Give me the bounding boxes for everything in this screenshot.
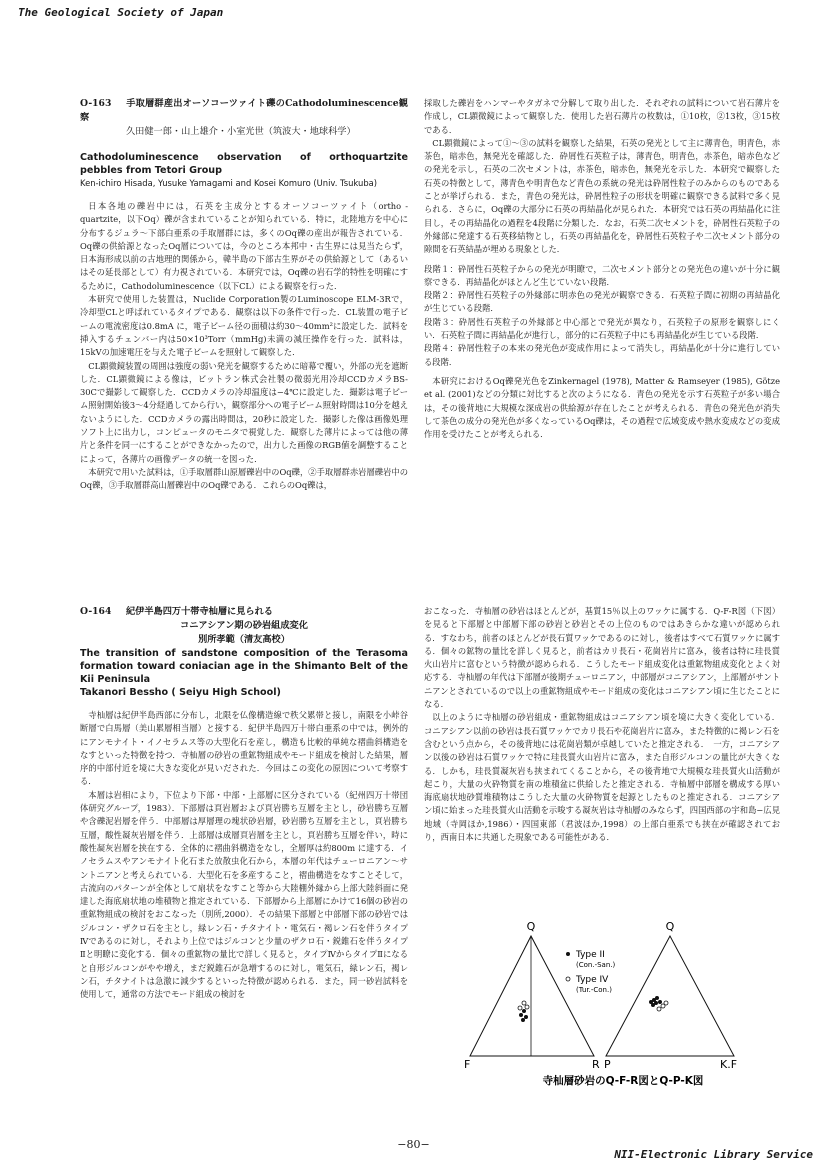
qpk-diagram	[604, 920, 737, 1071]
legend-type4: Type IV	[576, 975, 609, 985]
society-header: The Geological Society of Japan	[18, 6, 224, 19]
vertex-label-q: Q	[526, 920, 536, 933]
sample-points	[518, 1001, 529, 1022]
abstract-title-ja: 手取層群産出オーソコーツァイト礫のCathodoluminescence観察	[80, 98, 408, 123]
library-footer: NII-Electronic Library Service	[614, 1148, 813, 1161]
abstract-code: O-164	[80, 606, 112, 617]
figure-caption: 寺杣層砂岩のQ-F-R図とQ-P-K図	[542, 1075, 704, 1087]
abstract-title-ja-line2: コニアシアン期の砂岩組成変化	[180, 620, 308, 631]
abstract-title-ja-line1: 紀伊半島四万十帯寺杣層に見られる	[126, 606, 273, 617]
paragraph: 日本各地の礫岩中には，石英を主成分とするオーソコーツァイト（ortho - quartzite，以下Oq）礫が含まれていることが知られている．特に，北陸地方を中心に分布するジュラ〜下部白亜系の手取層群には，多くのOq礫の産出が報告されている．Oq礫の供給源となったOq層については，今のところ本邦中・古生界には見当たらず，日本海形成以前の古地理的関係から，韓半島の下部古生界がその供給源として（あるいはその延長部として）有力視されている．本研究では，Oq礫の岩石学的特性を明確にするために，Cathodoluminescence（以下CL）による観察を行った．	[80, 201, 408, 291]
abstract-authors-en: Ken-ichiro Hisada, Yusuke Yamagami and Kosei Komuro (Univ. Tsukuba)	[80, 178, 378, 188]
paragraph: 寺杣層は紀伊半島西部に分布し，北限を仏像構造線で秩父累帯と接し，南限を小峠谷断層で白馬層（美山累層相当層）と接する．紀伊半島四万十帯白亜系の中では，例外的にアンモナイト・イノセラムス等の大型化石を産し，構造も比較的単純な褶曲斜構造をなすといった特徴を持つ．寺杣層の砂岩の重鉱物組成やモード組成を検討した結果，層序的中部付近を境に大きな変化が見いだされた．今回はこの変化の原因について考察する．	[80, 710, 408, 787]
vertex-label-q: Q	[665, 920, 675, 933]
abstract-authors-ja: 久田健一郎・山上雄介・小室光世（筑波大・地球科学）	[126, 126, 356, 137]
stage-item: 段階２：砕屑性石英粒子の外縁部に明赤色の発光が観察できる．石英粒子間に初期の再結晶化が生じている段階．	[424, 290, 780, 314]
qfr-diagram	[464, 920, 600, 1071]
ternary-diagrams-figure	[458, 904, 788, 1094]
vertex-label-kf: K.F	[720, 1058, 738, 1071]
abstract-code: O-163	[80, 98, 112, 109]
abstract-164-title-block	[80, 605, 408, 619]
legend	[566, 950, 615, 994]
stage-item: 段階４：砕屑性粒子の本来の発光色が変成作用によって消失し，再結晶化が十分に進行している段階．	[424, 343, 780, 367]
paragraph: おこなった．寺杣層の砂岩はほとんどが，基質15％以上のワッケに属する．Q-F-R図（下図）を見ると下部層と中部層下部の砂岩と砂岩とその上位のものではあきらかな違いが認められる．すなわち，前者のほとんどが長石質ワッケであるのに対し，後者はすべて石質ワッケに属する．個々の鉱物の量比を詳しく見ると，前者はカリ長石・花崗岩片に富み，後者は特に珪長質火山岩片に富むという特徴が認められる．こうしたモード組成変化は重鉱物組成変化とよく対応する．寺杣層の年代は下部層が後期チューロニアン，中部層がコニアシアン，上部層がサントニアンとされているので以上の重鉱物組成やモード組成の変化はコニアシアン頃に生じたことになる．	[424, 606, 780, 710]
abstract-title-en: Cathodoluminescence observation of orthoquartzite pebbles from Tetori Group	[80, 152, 408, 176]
stage-item: 段階３：砕屑性石英粒子の外縁部と中心部とで発光が異なり，石英粒子の原形を観察しにくい．石英粒子間に再結晶化が進行し，部分的に石英粒子中にも再結晶化が生じている段階．	[424, 316, 780, 341]
vertex-label-r: R	[592, 1058, 600, 1071]
paragraph: 本層は岩相により，下位より下部・中部・上部層に区分されている（紀州四万十帯団体研究グループ，1983）．下部層は頁岩層および頁岩勝ち互層を主とし，砂岩勝ち互層や含礫泥岩層を伴う．中部層は厚層理の塊状砂岩層，砂岩勝ち互層を主とし，頁岩勝ち互層，酸性凝灰岩層を伴う．上部層は成層頁岩層を主とし，頁岩勝ち互層を伴い，時に酸性凝灰岩層を挟在する．全体的に褶曲斜構造をなし，全層厚は約800m に達する．イノセラムスやアンモナイト化石また放散虫化石から，本層の年代はチューロニアン〜サントニアンと考えられている．大型化石を多産すること，褶曲構造をなすことそして，古流向のパターンが全体として扇状をなすこと等から大陸棚外縁から上部大陸斜面に発達した海底扇状地の堆積物と推定されている．下部層から上部層にかけて16個の砂岩の重鉱物組成の検討をおこなった（別所,2000）．その結果下部層と中部層下部の砂岩ではジルコン・ザクロ石を主とし，緑レン石・チタナイト・電気石・褐レン石を伴うタイプⅣであるのに対し，それより上位ではジルコンと少量のザクロ石・鋭錐石を伴うタイプⅡと明瞭に変化する．個々の重鉱物の量比で詳しく見ると，タイプⅣからタイプⅡになると自形ジルコンがやや増え，まだ鋭錐石が急増するのに対し，電気石，緑レン石，褐レン石，チタナイトは急激に減少するといった特徴が認められる．また，同一砂岩試料を使用して，通常の方法でモード組成の検討を	[80, 789, 408, 1000]
vertex-label-f: F	[464, 1058, 471, 1071]
abstract-title-en: The transition of sandstone composition of the Terasoma formation toward coniacian age in the Shimanto Belt of the Kii Peninsula	[80, 648, 408, 685]
legend-type4-sub: (Tur.-Con.)	[576, 986, 612, 994]
paragraph: 本研究で用いた試料は，①手取層群山原層礫岩中のOq礫，②手取層群赤岩層礫岩中のOq礫，③手取層群高山層礫岩中のOq礫である．これらのOq礫は，	[80, 466, 408, 491]
sample-points	[649, 996, 668, 1011]
page-number: −80−	[397, 1138, 430, 1151]
abstract-author-en: Takanori Bessho ( Seiyu High School)	[80, 687, 281, 698]
paragraph: 本研究におけるOq礫発光色をZinkernagel (1978), Matter & Ramseyer (1985), Götze et al. (2001)などの分類に対比すると次のようになる．青色の発光を示す石英粒子が多い場合は，その後背地に大規模な深成岩の供給源が存在したことが考えられる．青色の発光色が消失して茶色の成分の発光色が多くなっているOq礫は，その過程で広域変成や熱水変成などの変成作用を受けたことが考えられる．	[424, 375, 780, 440]
stage-item: 段階１：砕屑性石英粒子からの発光が明瞭で，二次セメント部分との発光色の違いが十分に観察できる．再結晶化がほとんど生じていない段階．	[424, 263, 780, 287]
legend-type2-sub: (Con.-San.)	[576, 961, 616, 969]
abstract-163-right	[424, 97, 780, 441]
abstract-164-right	[424, 605, 780, 844]
abstract-164-left	[80, 605, 408, 1002]
paragraph: CL顕微鏡装置の周囲は強度の弱い発光を観察するために暗幕で覆い，外部の光を遮断した．CL顕微鏡による像は，ビットラン株式会社製の微弱光用冷却CCDカメラBS-30Cで撮影して観察した．CCDカメラの冷却温度は−4℃に設定した．撮影は電子ビーム照射開始後3〜4分経過してから行い，観察部分への電子ビーム照射時間は10分を越えないようにした．CCDカメラの露出時間は，20秒に設定した．撮影した像は画像処理ソフト上に出力し，コンピュータのモニタで視覚した．観察した薄片によっては他の薄片と条件を同一にすることができなかったので，出力した画像のRGB値を調整することによって，各薄片の画像データの統一を図った．	[80, 360, 408, 464]
abstract-163-left	[80, 97, 408, 493]
abstract-author-ja: 別所孝範（清友高校）	[198, 634, 290, 645]
paragraph: 採取した礫岩をハンマーやタガネで分解して取り出した．それぞれの試料について岩石薄片を作成し，CL顕微鏡によって観察した．使用した岩石薄片の枚数は，①10枚，②13枚，③15枚である．	[424, 98, 780, 135]
legend-type2: Type II	[576, 950, 605, 960]
abstract-163-title-block	[80, 97, 408, 125]
paragraph: 本研究で使用した装置は，Nuclide Corporation製のLuminoscope ELM-3Rで，冷却型CLと呼ばれているタイプである．観察は以下の条件で行った．CL装置の電子ビームの電流密度は0.8mA に，電子ビーム径の面積は約30〜40mm²に設定した．試料を挿入するチェンバー内は50×10³Torr（mmHg)未満の減圧操作を行った．試料は，15kVの加速電圧を与えた電子ビームを照射して観察した．	[80, 294, 408, 358]
paragraph: 以上のように寺杣層の砂岩組成・重鉱物組成はコニアシアン頃を境に大きく変化している．コニアシアン以前の砂岩は長石質ワッケでカリ長石や花崗岩片に富み，また特徴的に褐レン石を含むという点から，その後背地には花崗岩類が卓越していたと推定される． 一方，コニアシアン以後の砂岩は石質ワッケで特に珪長質火山岩片に富み，また自形ジルコンの量比が大きくなる．しかも，珪長質凝灰岩も挟まれてくることから，その後背地で大規模な珪長質火山活動が起こり，大量の火砕物質を南の堆積盆に供給したと推定される．寺杣層中部層を構成する厚い海底扇状地砂質堆積物はこうした大量の火砕物質を起源としたものと推定される．コニアシアン頃に始まった珪長質火山活動を示唆する凝灰岩は寺杣層のみならず，四国西部の宇和島−広見地域（寺岡ほか,1986）・四国東部（君波ほか,1998）の上部白亜系でも挟在が確認されており，西南日本に共通した現象である可能性がある．	[424, 712, 780, 843]
vertex-label-p: P	[604, 1058, 611, 1071]
paragraph: CL顕微鏡によって①〜③の試料を観察した結果，石英の発光として主に薄青色，明青色，赤茶色，暗赤色，無発光を確認した．砕屑性石英粒子は，薄青色，明青色，赤茶色，暗赤色などの発光を示し，石英の二次セメントは，赤茶色，暗赤色，無発光を示した．本研究で観察した石英の特徴として，薄青色や明青色など青色の系統の発光は砕屑性粒子のみからのものであることが挙げられる．また，青色の発光は，砕屑性粒子の形状を明確に観察できる試料で多く見られる．さらに，Oq礫の大部分に石英の再結晶化が見られた．本研究では石英の再結晶化に注目し，その再結晶化の過程を4段階に分類した．なお，石英二次セメントを，砕屑性石英粒子の外縁部に発達する石英移結物とし，石英の再結晶化を，砕屑性石英粒子や二次セメント部分の隙間を石英結晶が埋める現象とした．	[424, 137, 780, 255]
